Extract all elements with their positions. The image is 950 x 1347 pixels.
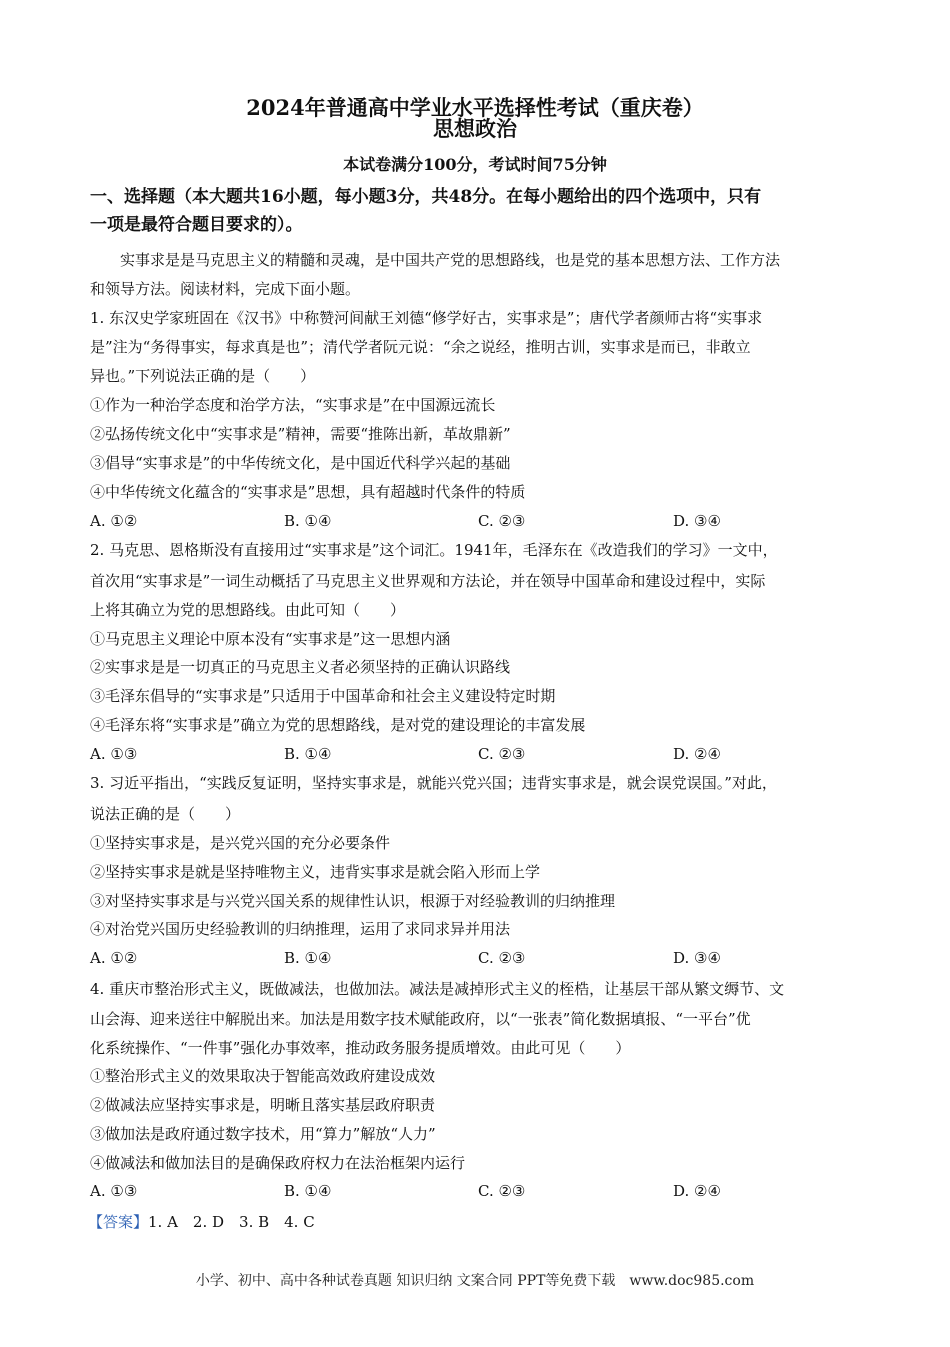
q3-item-2: ②坚持实事求是就是坚持唯物主义，违背实事求是就会陷入形而上学 bbox=[90, 863, 541, 881]
q2-item-3: ③毛泽东倡导的“实事求是”只适用于中国革命和社会主义建设特定时期 bbox=[90, 687, 556, 705]
q3-item-4: ④对治党兴国历史经验教训的归纳推理，运用了求同求异并用法 bbox=[90, 920, 511, 938]
q4-option-b: B. ①④ bbox=[284, 1182, 332, 1200]
q4-item-3: ③做加法是政府通过数字技术，用“算力”解放“人力” bbox=[90, 1125, 436, 1143]
q2-option-b: B. ①④ bbox=[284, 745, 332, 763]
section-heading bbox=[90, 183, 870, 239]
q2-option-d: D. ②④ bbox=[673, 745, 721, 763]
q4-stem-line3: 化系统操作、“一件事”强化办事效率，推动政务服务提质增效。由此可见（ ） bbox=[90, 1039, 631, 1057]
q2-option-a: A. ①③ bbox=[90, 745, 138, 763]
q1-option-d: D. ③④ bbox=[673, 512, 721, 530]
q4-stem-line1: 4. 重庆市整治形式主义，既做减法，也做加法。减法是减掉形式主义的桎梏，让基层干部从繁文缛节、文 bbox=[90, 980, 785, 998]
q3-item-1: ①坚持实事求是，是兴党兴国的充分必要条件 bbox=[90, 834, 391, 852]
section-heading-line1: 一、选择题（本大题共16小题，每小题3分，共48分。在每小题给出的四个选项中，只有 bbox=[90, 187, 762, 207]
footer-text: 小学、初中、高中各种试卷真题 知识归纳 文案合同 PPT等免费下载 www.doc985.com bbox=[195, 1273, 755, 1289]
q3-option-d: D. ③④ bbox=[673, 949, 721, 967]
q4-option-d: D. ②④ bbox=[673, 1182, 721, 1200]
q1-stem-line3: 异也。”下列说法正确的是（ ） bbox=[90, 367, 316, 385]
q2-stem-line3: 上将其确立为党的思想路线。由此可知（ ） bbox=[90, 601, 406, 619]
q3-option-a: A. ①② bbox=[90, 949, 138, 967]
exam-info: 本试卷满分100分，考试时间75分钟 bbox=[343, 155, 607, 174]
q4-item-4: ④做减法和做加法目的是确保政府权力在法治框架内运行 bbox=[90, 1154, 466, 1172]
exam-title: 2024年普通高中学业水平选择性考试（重庆卷） bbox=[246, 95, 704, 120]
q3-stem-line1: 3. 习近平指出，“实践反复证明，坚持实事求是，就能兴党兴国；违背实事求是，就会误党误国。”对此， bbox=[90, 774, 777, 792]
q4-item-1: ①整治形式主义的效果取决于智能高效政府建设成效 bbox=[90, 1067, 436, 1085]
q3-stem-line2: 说法正确的是（ ） bbox=[90, 805, 241, 823]
q4-stem-line2: 山会海、迎来送往中解脱出来。加法是用数字技术赋能政府，以“一张表”简化数据填报、“一平台”优 bbox=[90, 1010, 751, 1028]
q3-item-3: ③对坚持实事求是与兴党兴国关系的规律性认识，根源于对经验教训的归纳推理 bbox=[90, 892, 616, 910]
subject-title: 思想政治 bbox=[433, 116, 517, 141]
q1-item-3: ③倡导“实事求是”的中华传统文化，是中国近代科学兴起的基础 bbox=[90, 454, 511, 472]
q2-item-2: ②实事求是是一切真正的马克思主义者必须坚持的正确认识路线 bbox=[90, 658, 511, 676]
answer-tag: 【答案】 bbox=[88, 1213, 149, 1231]
q1-stem-line2: 是”注为“务得事实，每求真是也”；清代学者阮元说：“余之说经，推明古训，实事求是而已，非敢立 bbox=[90, 338, 751, 356]
q3-option-b: B. ①④ bbox=[284, 949, 332, 967]
q2-stem-line2: 首次用“实事求是”一词生动概括了马克思主义世界观和方法论，并在领导中国革命和建设过程中，实际 bbox=[90, 572, 766, 590]
q1-item-2: ②弘扬传统文化中“实事求是”精神，需要“推陈出新，革故鼎新” bbox=[90, 425, 511, 443]
answer-line bbox=[88, 1212, 315, 1232]
q2-item-4: ④毛泽东将“实事求是”确立为党的思想路线，是对党的建设理论的丰富发展 bbox=[90, 716, 586, 734]
q3-option-c: C. ②③ bbox=[478, 949, 526, 967]
q2-item-1: ①马克思主义理论中原本没有“实事求是”这一思想内涵 bbox=[90, 630, 451, 648]
q2-option-c: C. ②③ bbox=[478, 745, 526, 763]
q1-option-c: C. ②③ bbox=[478, 512, 526, 530]
intro-line2: 和领导方法。阅读材料，完成下面小题。 bbox=[90, 280, 361, 298]
q4-option-a: A. ①③ bbox=[90, 1182, 138, 1200]
q2-stem-line1: 2. 马克思、恩格斯没有直接用过“实事求是”这个词汇。1941年，毛泽东在《改造我们的学习》一文中， bbox=[90, 541, 778, 559]
q1-item-4: ④中华传统文化蕴含的“实事求是”思想，具有超越时代条件的特质 bbox=[90, 483, 526, 501]
section-heading-line2: 一项是最符合题目要求的）。 bbox=[90, 215, 303, 235]
intro-line1: 实事求是是马克思主义的精髓和灵魂，是中国共产党的思想路线，也是党的基本思想方法、工作方法 bbox=[120, 251, 781, 269]
q1-stem-line1: 1. 东汉史学家班固在《汉书》中称赞河间献王刘德“修学好古，实事求是”；唐代学者颜师古将“实事求 bbox=[90, 309, 763, 327]
q1-option-b: B. ①④ bbox=[284, 512, 332, 530]
q4-item-2: ②做减法应坚持实事求是，明晰且落实基层政府职责 bbox=[90, 1096, 436, 1114]
q1-option-a: A. ①② bbox=[90, 512, 138, 530]
answer-text: 1. A 2. D 3. B 4. C bbox=[148, 1213, 315, 1231]
q4-option-c: C. ②③ bbox=[478, 1182, 526, 1200]
q1-item-1: ①作为一种治学态度和治学方法，“实事求是”在中国源远流长 bbox=[90, 396, 496, 414]
